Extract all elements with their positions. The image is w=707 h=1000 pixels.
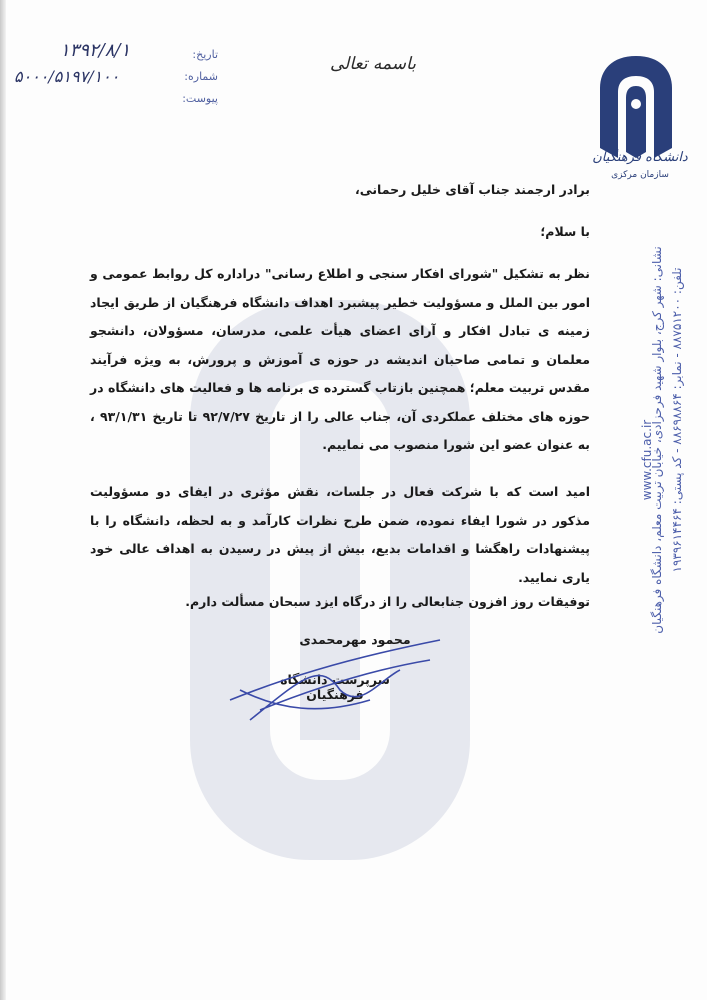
handwritten-signature [220,620,460,730]
letter-paragraph-2: امید است که با شرکت فعال در جلسات، نقش مؤثری در ایفای دو مسؤولیت مذکور در شورا ایفاء نموده، ضمن طرح نظرات کارآمد و به لحظه، دانشگاه را با پیشنهادات راهگشا و اقدامات بدیع، بیش از پیش در رسیدن به اهداف عالی خود یاری نمایید. [90,484,590,585]
signer-name: محمود مهرمحمدی [299,632,411,647]
handwritten-date: ۱۳۹۲/۸/۱ [60,40,131,61]
letter-addressee: برادر ارجمند جناب آقای خلیل رحمانی، [354,182,590,197]
letter-paragraph-1: نظر به تشکیل "شورای افکار سنجی و اطلاع رسانی" دراداره کل روابط عمومی و امور بین الملل و مسؤولیت خطیر پیشبرد اهداف دانشگاه فرهنگیان از طریق ایجاد زمینه ی تبادل افکار و آرای اعضای هیأت علمی، مدرسان، مسؤولان، دانشجو معلمان و تمامی صاحبان اندیشه در حوزه ی آموزش و پرورش، به ویژه فرآیند مقدس تربیت معلم؛ همچنین بازتاب گسترده ی برنامه ها و فعالیت های دانشگاه در حوزه های مختلف عملکردی آن، جناب عالی را از تاریخ ۹۲/۷/۲۷ تا تاریخ ۹۳/۱/۳۱ ، به عنوان عضو این شورا منصوب می نماییم. [90,266,591,452]
signer-title: سرپرست دانشگاه فرهنگیان [280,672,390,702]
handwritten-number: ۵۰۰۰/۵۱۹۷/۱۰۰ [14,67,120,86]
logo-sub-name: سازمان مرکزی [611,170,669,180]
page-edge [0,0,6,1000]
logo-org-name: دانشگاه فرهنگیان [592,150,688,165]
bismillah-heading: باسمه تعالی [330,54,416,74]
letter-greeting: با سلام؛ [540,224,590,239]
header-labels [172,44,218,110]
number-label: شماره: [184,70,218,83]
university-logo [596,52,676,162]
date-label: تاریخ: [192,48,218,61]
attachment-label: پیوست: [182,92,218,105]
letter-closing: توفیقات روز افزون جنابعالی را از درگاه ایزد سبحان مسألت دارم. [185,594,590,609]
